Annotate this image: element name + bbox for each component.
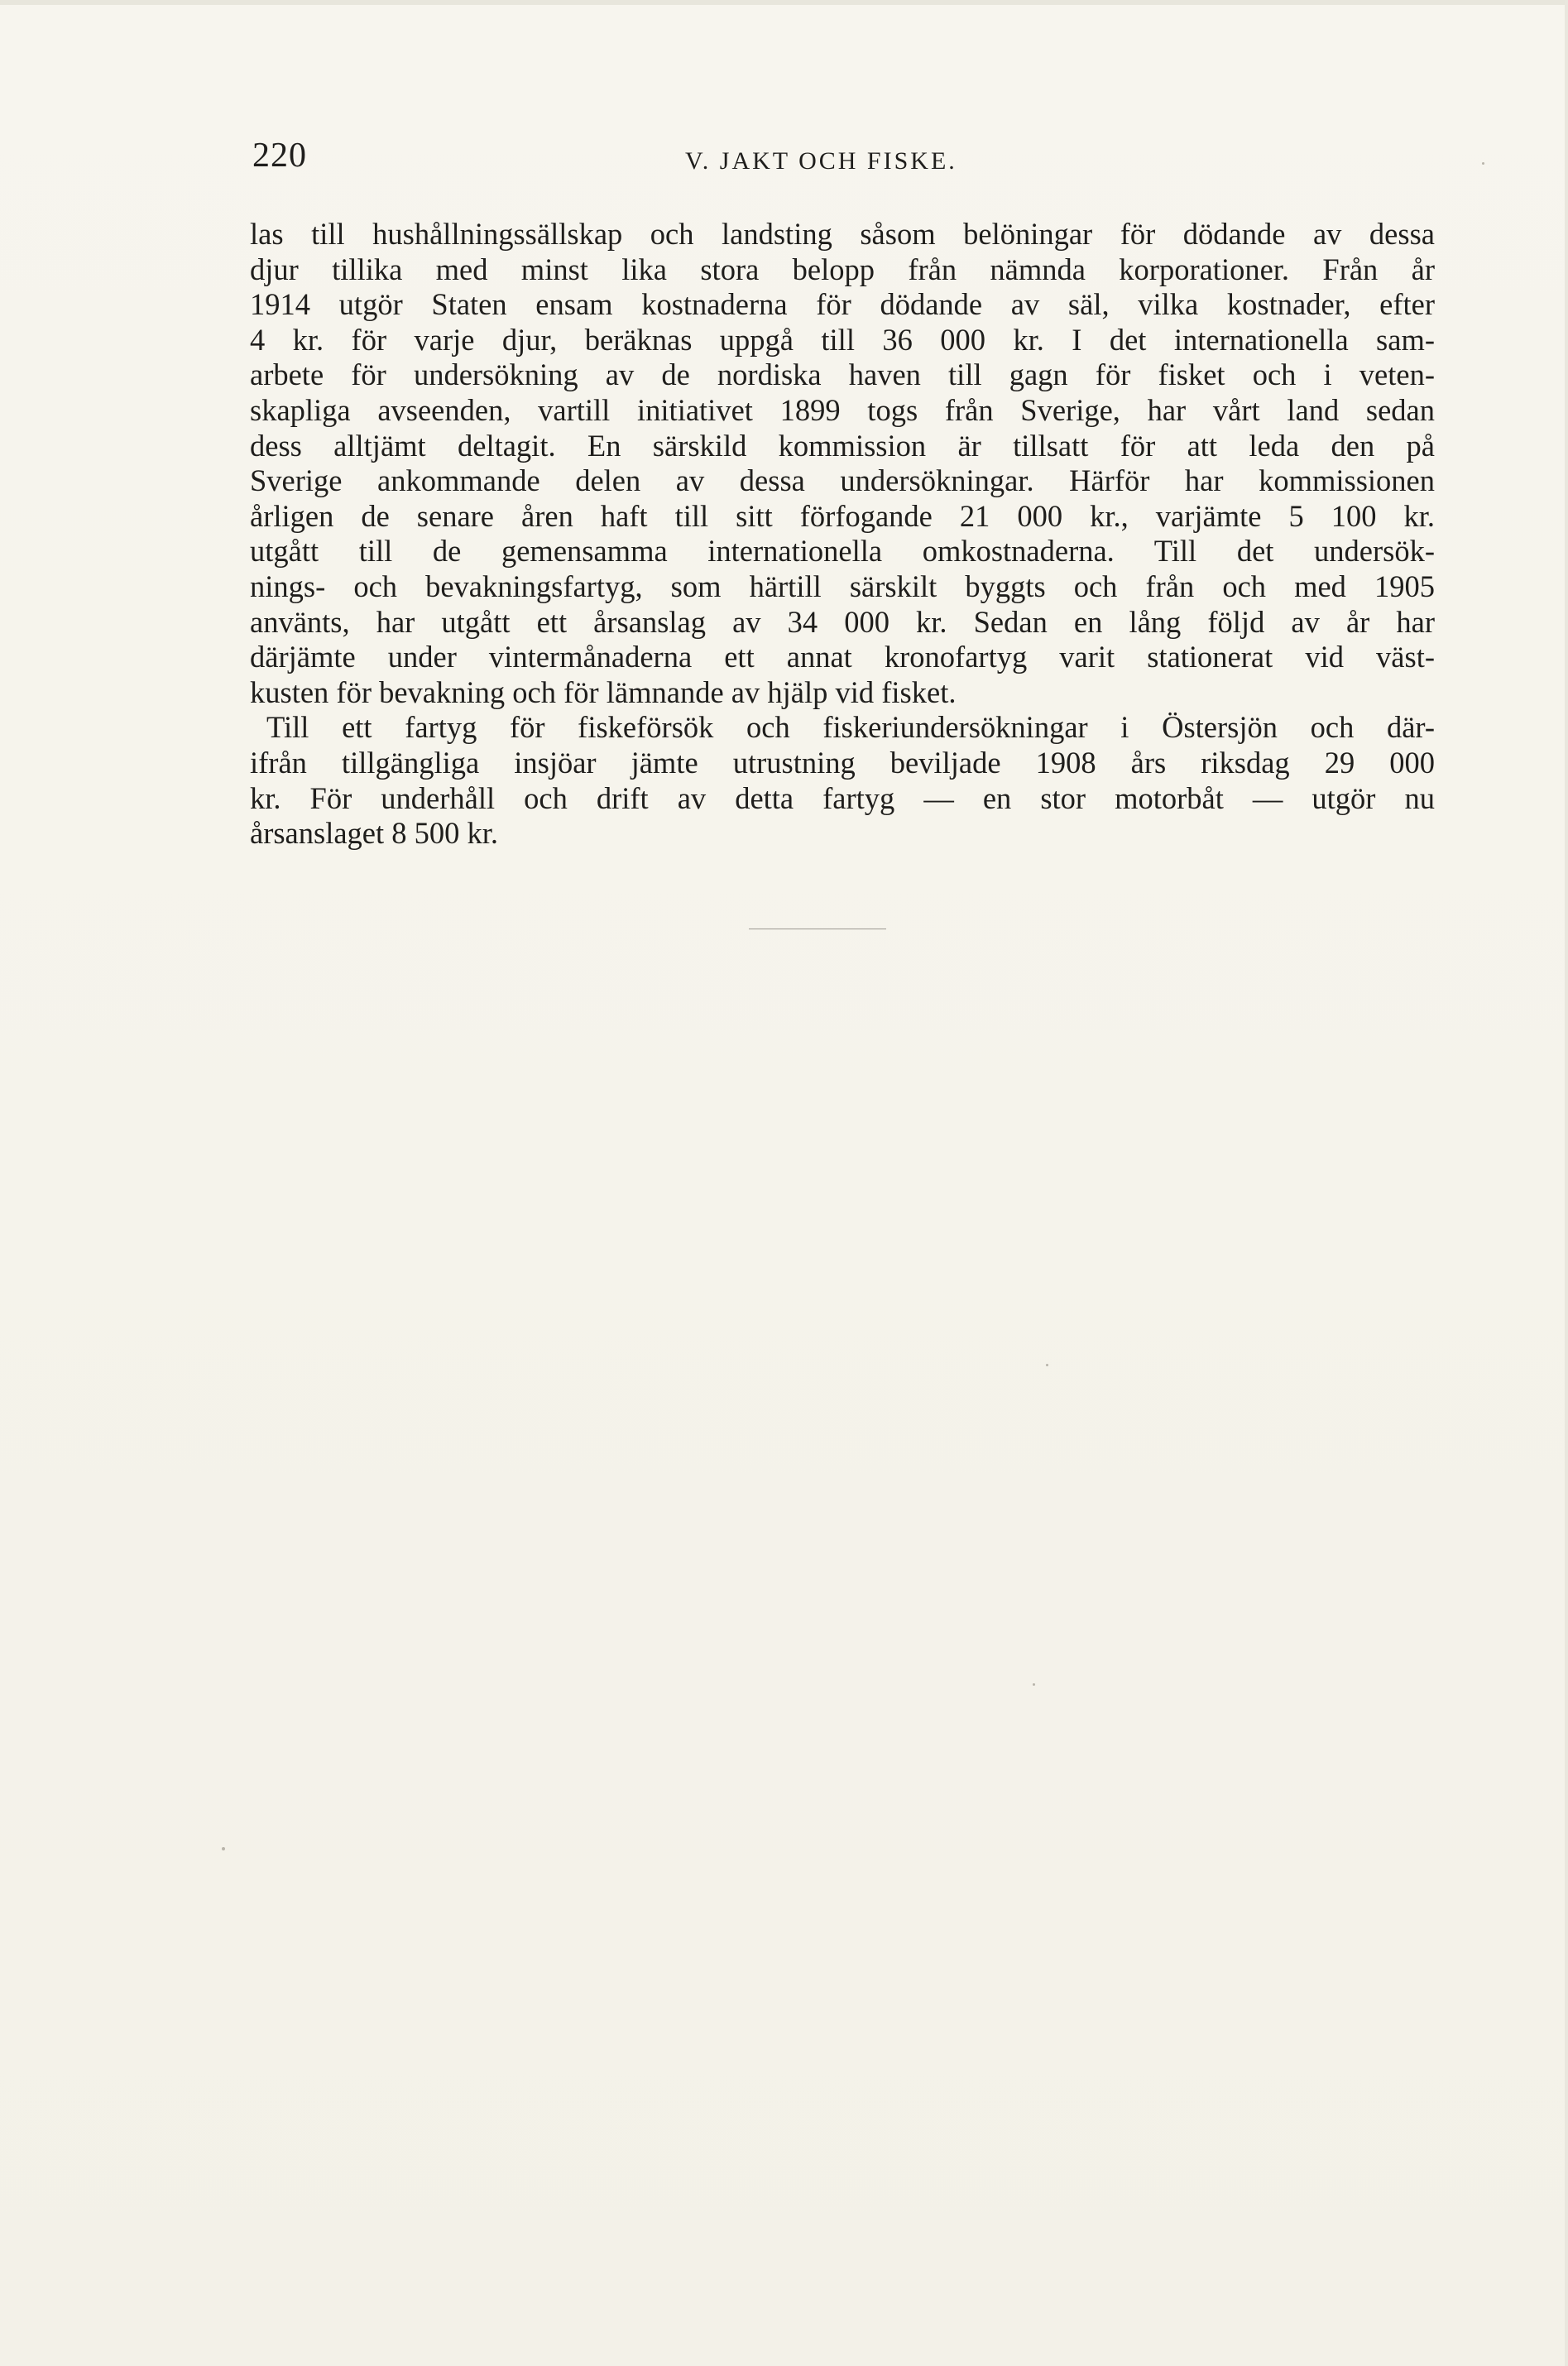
text-line: nings- och bevakningsfartyg, som härtill särskilt byggts och från och med 1905 — [250, 569, 1435, 603]
paper-speck — [222, 1847, 225, 1850]
body-text — [250, 217, 1435, 852]
text-line: Till ett fartyg för fiskeförsök och fiskeriundersökningar i Östersjön och där- — [266, 710, 1435, 745]
paper-speck — [1046, 1364, 1048, 1366]
text-line: 4 kr. för varje djur, beräknas uppgå till 36 000 kr. I det internationella sam- — [250, 322, 1435, 357]
running-head: V. JAKT OCH FISKE. — [685, 147, 957, 175]
text-line: därjämte under vintermånaderna ett annat kronofartyg varit stationerat vid väst- — [250, 640, 1435, 674]
page-right-edge — [1565, 0, 1568, 2366]
text-line: Sverige ankommande delen av dessa undersökningar. Härför har kommissionen — [250, 463, 1435, 498]
page-number: 220 — [252, 137, 307, 175]
text-line: dess alltjämt deltagit. En särskild kommission är tillsatt för att leda den på — [250, 428, 1435, 463]
text-line: utgått till de gemensamma internationella omkostnaderna. Till det undersök- — [250, 534, 1435, 569]
text-line: årligen de senare åren haft till sitt förfogande 21 000 kr., varjämte 5 100 kr. — [250, 498, 1435, 533]
text-line: 1914 utgör Staten ensam kostnaderna för dödande av säl, vilka kostnader, efter — [250, 287, 1435, 322]
text-line: djur tillika med minst lika stora belopp från nämnda korporationer. Från år — [250, 252, 1435, 286]
text-line: kr. För underhåll och drift av detta fartyg — en stor motorbåt — utgör nu — [250, 780, 1435, 815]
text-line: arbete för undersökning av de nordiska haven till gagn för fisket och i veten- — [250, 358, 1435, 392]
page-top-edge — [0, 0, 1568, 5]
text-line: årsanslaget 8 500 kr. — [250, 816, 499, 851]
text-line: las till hushållningssällskap och landsting såsom belöningar för dödande av dessa — [250, 217, 1435, 251]
paper-speck — [1482, 162, 1484, 165]
text-line: ifrån tillgängliga insjöar jämte utrustning beviljade 1908 års riksdag 29 000 — [250, 745, 1435, 780]
text-line: använts, har utgått ett årsanslag av 34 000 kr. Sedan en lång följd av år har — [250, 604, 1435, 639]
paper-speck — [1033, 1683, 1035, 1686]
text-line: kusten för bevakning och för lämnande av hjälp vid fisket. — [250, 674, 957, 709]
text-line: skapliga avseenden, vartill initiativet 1899 togs från Sverige, har vårt land sedan — [250, 392, 1435, 427]
